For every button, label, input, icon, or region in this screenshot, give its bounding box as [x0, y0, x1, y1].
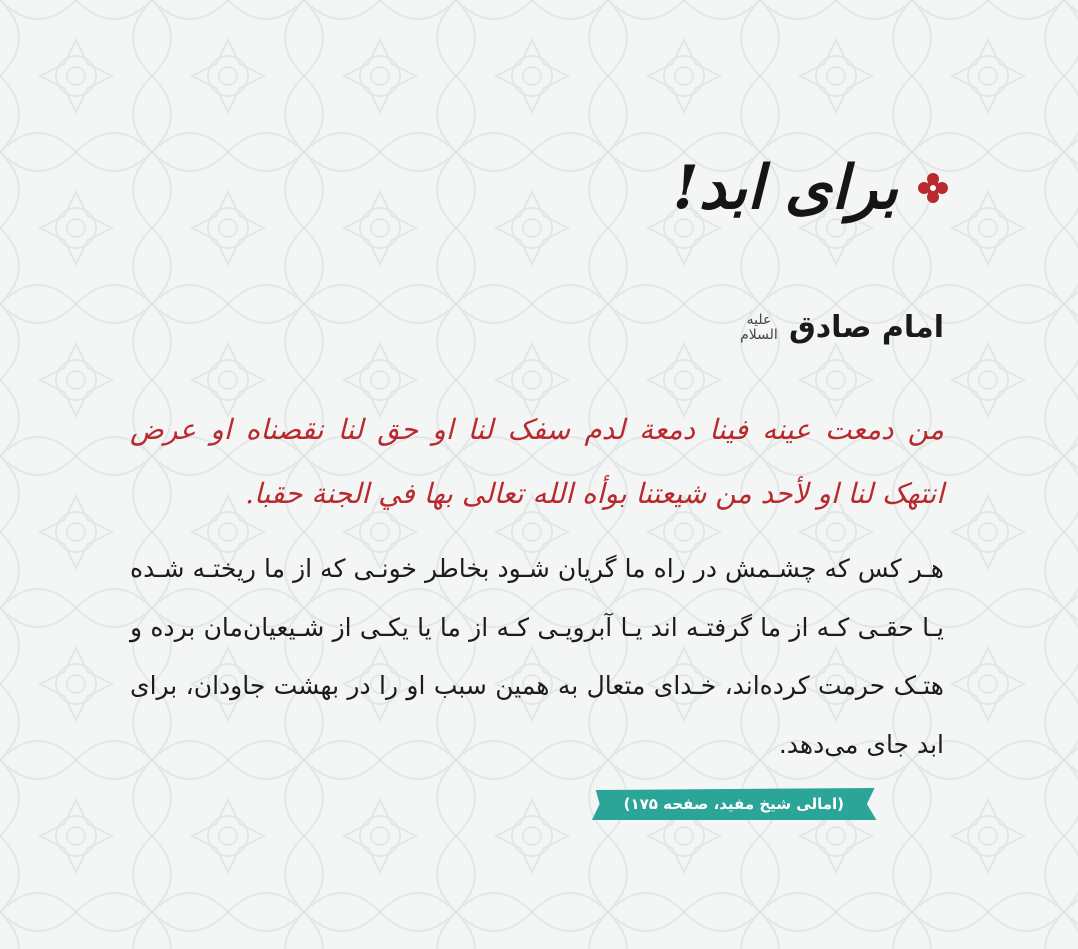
source-badge: [590, 786, 878, 822]
red-flower-icon: [916, 171, 950, 205]
arabic-quote: من دمعت عينه فينا دمعة لدم سفک لنا او حق لنا نقصناه او عرض انتهک لنا او لأحد من شيعتنا بوأه الله تعالى بها في الجنة حقبا.: [130, 413, 944, 510]
source-citation: (امالی شیخ مفید، صفحه ۱۷۵): [623, 795, 844, 813]
author-name: امام صادق: [788, 310, 944, 345]
title-row: [672, 138, 950, 238]
author-row: [737, 310, 944, 345]
page-title: برای ابد!: [672, 153, 898, 223]
persian-translation: هـر کس که چشـمش در راه ما گریان شـود بخاطر خونـی که از ما ریختـه شـده یـا حقـی کـه از ما گرفتـه اند یـا آبرویـی کـه از ما یا یکـی از شـیعیان‌مان برده و هتـک حرمت کرده‌اند، خـدای متعال به همین سبب او را در بهشت جاودان، برای ابد جای می‌دهد.: [130, 554, 944, 759]
author-honorific: علیه السلام: [740, 311, 778, 343]
